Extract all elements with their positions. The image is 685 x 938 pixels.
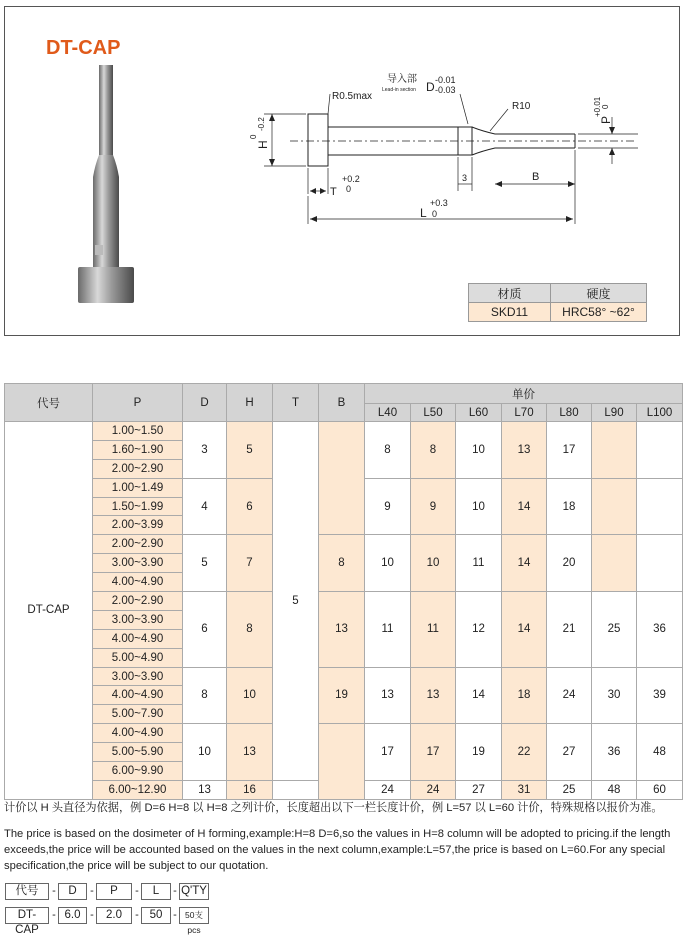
price-cell: 12 <box>456 592 502 668</box>
price-cell: 30 <box>592 667 637 724</box>
price-cell: 17 <box>365 724 411 781</box>
order-label-p: P <box>96 883 132 900</box>
price-cell: 13 <box>411 667 456 724</box>
table-row <box>5 667 683 686</box>
price-cell: 36 <box>592 724 637 781</box>
p-range-cell: 5.00~7.90 <box>93 705 183 724</box>
p-range-cell: 3.00~3.90 <box>93 610 183 629</box>
t-header: T <box>273 384 319 422</box>
pricing-note-en: The price is based on the dosimeter of H forming,example:H=8 D=6,so the values in H=8 column will be adopted to pricing.if the length exceeds,the price will be accounted based on the values in the next column,example:L=57,the price is based on L=60.For any special specification,the price will be subject to our quotation. <box>4 828 671 872</box>
price-cell <box>637 535 683 592</box>
price-cell: 60 <box>637 780 683 799</box>
t-cell-empty <box>273 780 319 799</box>
material-table <box>468 283 647 322</box>
t-tol-lower: 0 <box>346 184 352 194</box>
order-label-d: D <box>58 883 87 900</box>
order-label-l: L <box>141 883 171 900</box>
lead-in-cn-label: 导入部 <box>387 74 417 85</box>
p-tol-upper: +0.01 <box>593 96 602 117</box>
product-photo <box>73 65 143 310</box>
p-range-cell: 2.00~2.90 <box>93 459 183 478</box>
p-range-cell: 4.00~4.90 <box>93 573 183 592</box>
price-cell: 17 <box>411 724 456 781</box>
length-header: L80 <box>547 404 592 422</box>
price-cell: 14 <box>502 592 547 668</box>
three-label: 3 <box>462 173 468 183</box>
order-value-qty: 50支pcs <box>179 907 209 924</box>
h-cell: 7 <box>227 535 273 592</box>
b-header: B <box>319 384 365 422</box>
price-cell: 18 <box>502 667 547 724</box>
code-header: 代号 <box>5 384 93 422</box>
d-cell: 3 <box>183 422 227 479</box>
price-cell: 10 <box>365 535 411 592</box>
h-tol-lower: -0.2 <box>257 117 266 131</box>
price-cell: 17 <box>547 422 592 479</box>
price-cell: 11 <box>365 592 411 668</box>
order-value-p: 2.0 <box>96 907 132 924</box>
p-tol-lower: 0 <box>601 104 610 109</box>
price-cell: 21 <box>547 592 592 668</box>
price-cell: 22 <box>502 724 547 781</box>
order-label-code: 代号 <box>5 883 49 900</box>
b-cell: 19 <box>319 667 365 724</box>
b-cell-empty <box>319 724 365 800</box>
h-cell: 16 <box>227 780 273 799</box>
price-cell <box>592 478 637 535</box>
d-cell: 5 <box>183 535 227 592</box>
price-cell <box>592 535 637 592</box>
unit-price-header: 单价 <box>365 384 683 404</box>
material-header: 材质 <box>469 284 551 303</box>
d-cell: 8 <box>183 667 227 724</box>
order-sep: - <box>90 885 94 897</box>
price-cell: 48 <box>592 780 637 799</box>
p-range-cell: 3.00~3.90 <box>93 667 183 686</box>
price-table <box>4 383 683 800</box>
p-range-cell: 3.00~3.90 <box>93 554 183 573</box>
price-cell: 8 <box>365 422 411 479</box>
p-range-cell: 2.00~2.90 <box>93 535 183 554</box>
p-range-cell: 6.00~12.90 <box>93 780 183 799</box>
price-cell: 11 <box>411 592 456 668</box>
p-range-cell: 1.50~1.99 <box>93 497 183 516</box>
price-cell: 27 <box>547 724 592 781</box>
h-header: H <box>227 384 273 422</box>
d-cell: 13 <box>183 780 227 799</box>
technical-drawing <box>250 69 660 239</box>
price-cell: 13 <box>502 422 547 479</box>
order-value-d: 6.0 <box>58 907 87 924</box>
r05-label: R0.5max <box>332 91 373 102</box>
b-cell-empty <box>319 422 365 535</box>
price-cell: 10 <box>456 478 502 535</box>
price-cell: 24 <box>547 667 592 724</box>
length-header: L40 <box>365 404 411 422</box>
p-range-cell: 6.00~9.90 <box>93 762 183 781</box>
h-cell: 5 <box>227 422 273 479</box>
r10-label: R10 <box>512 101 531 112</box>
length-header: L70 <box>502 404 547 422</box>
price-cell: 48 <box>637 724 683 781</box>
table-row <box>5 724 683 743</box>
p-range-cell: 4.00~4.90 <box>93 686 183 705</box>
p-header: P <box>93 384 183 422</box>
price-cell: 24 <box>365 780 411 799</box>
order-sep: - <box>52 909 56 921</box>
l-label: L <box>420 206 427 220</box>
product-panel <box>4 6 680 336</box>
length-header: L100 <box>637 404 683 422</box>
price-cell: 24 <box>411 780 456 799</box>
price-cell: 36 <box>637 592 683 668</box>
order-sep: - <box>173 909 177 921</box>
p-range-cell: 1.60~1.90 <box>93 440 183 459</box>
price-cell: 31 <box>502 780 547 799</box>
l-tol-upper: +0.3 <box>430 198 448 208</box>
price-cell: 9 <box>365 478 411 535</box>
h-cell: 8 <box>227 592 273 668</box>
price-cell: 10 <box>456 422 502 479</box>
d-cell: 6 <box>183 592 227 668</box>
price-cell: 9 <box>411 478 456 535</box>
p-range-cell: 5.00~4.90 <box>93 648 183 667</box>
t-tol-upper: +0.2 <box>342 174 360 184</box>
price-cell: 14 <box>502 535 547 592</box>
order-value-l: 50 <box>141 907 171 924</box>
p-label: P <box>599 115 613 124</box>
length-header: L50 <box>411 404 456 422</box>
price-cell: 39 <box>637 667 683 724</box>
price-cell: 10 <box>411 535 456 592</box>
d-tol-lower: -0.03 <box>435 85 456 95</box>
hardness-header: 硬度 <box>551 284 647 303</box>
l-tol-lower: 0 <box>432 209 438 219</box>
b-cell: 8 <box>319 535 365 592</box>
p-range-cell: 2.00~3.99 <box>93 516 183 535</box>
code-cell: DT-CAP <box>5 422 93 800</box>
d-cell: 10 <box>183 724 227 781</box>
price-cell: 19 <box>456 724 502 781</box>
product-title: DT-CAP <box>46 37 121 59</box>
length-header: L60 <box>456 404 502 422</box>
order-sep: - <box>135 885 139 897</box>
b-label: B <box>532 171 540 183</box>
d-header: D <box>183 384 227 422</box>
h-cell: 13 <box>227 724 273 781</box>
material-value: SKD11 <box>469 303 551 322</box>
price-cell: 18 <box>547 478 592 535</box>
price-cell <box>637 422 683 479</box>
price-cell: 20 <box>547 535 592 592</box>
order-label-qty: Q'TY <box>179 883 209 900</box>
h-cell: 10 <box>227 667 273 724</box>
p-range-cell: 1.00~1.50 <box>93 422 183 441</box>
t-cell: 5 <box>273 422 319 781</box>
h-label: H <box>256 140 270 149</box>
d-cell: 4 <box>183 478 227 535</box>
length-header: L90 <box>592 404 637 422</box>
price-cell: 13 <box>365 667 411 724</box>
table-row <box>5 422 683 441</box>
p-range-cell: 1.00~1.49 <box>93 478 183 497</box>
hardness-value: HRC58° ~62° <box>551 303 647 322</box>
h-tol-upper: 0 <box>249 134 258 139</box>
price-cell: 25 <box>592 592 637 668</box>
order-sep: - <box>173 885 177 897</box>
price-cell: 14 <box>456 667 502 724</box>
d-label: D <box>426 80 435 94</box>
price-cell: 8 <box>411 422 456 479</box>
lead-in-en-label: Lead-in section <box>382 87 416 93</box>
p-range-cell: 5.00~5.90 <box>93 743 183 762</box>
order-sep: - <box>135 909 139 921</box>
p-range-cell: 4.00~4.90 <box>93 629 183 648</box>
d-tol-upper: -0.01 <box>435 75 456 85</box>
price-cell: 14 <box>502 478 547 535</box>
order-sep: - <box>52 885 56 897</box>
pricing-note-cn: 计价以 H 头直径为依据，例 D=6 H=8 以 H=8 之列计价，长度超出以下一栏长度计价，例 L=57 以 L=60 计价，特殊规格以报价为准。 <box>4 802 663 814</box>
price-cell: 25 <box>547 780 592 799</box>
h-cell: 6 <box>227 478 273 535</box>
table-row <box>5 535 683 554</box>
table-row <box>5 592 683 611</box>
p-range-cell: 2.00~2.90 <box>93 592 183 611</box>
p-range-cell: 4.00~4.90 <box>93 724 183 743</box>
price-cell: 27 <box>456 780 502 799</box>
b-cell: 13 <box>319 592 365 668</box>
price-cell: 11 <box>456 535 502 592</box>
t-label: T <box>330 186 337 198</box>
price-cell <box>637 478 683 535</box>
order-sep: - <box>90 909 94 921</box>
price-cell <box>592 422 637 479</box>
order-value-code: DT-CAP <box>5 907 49 924</box>
